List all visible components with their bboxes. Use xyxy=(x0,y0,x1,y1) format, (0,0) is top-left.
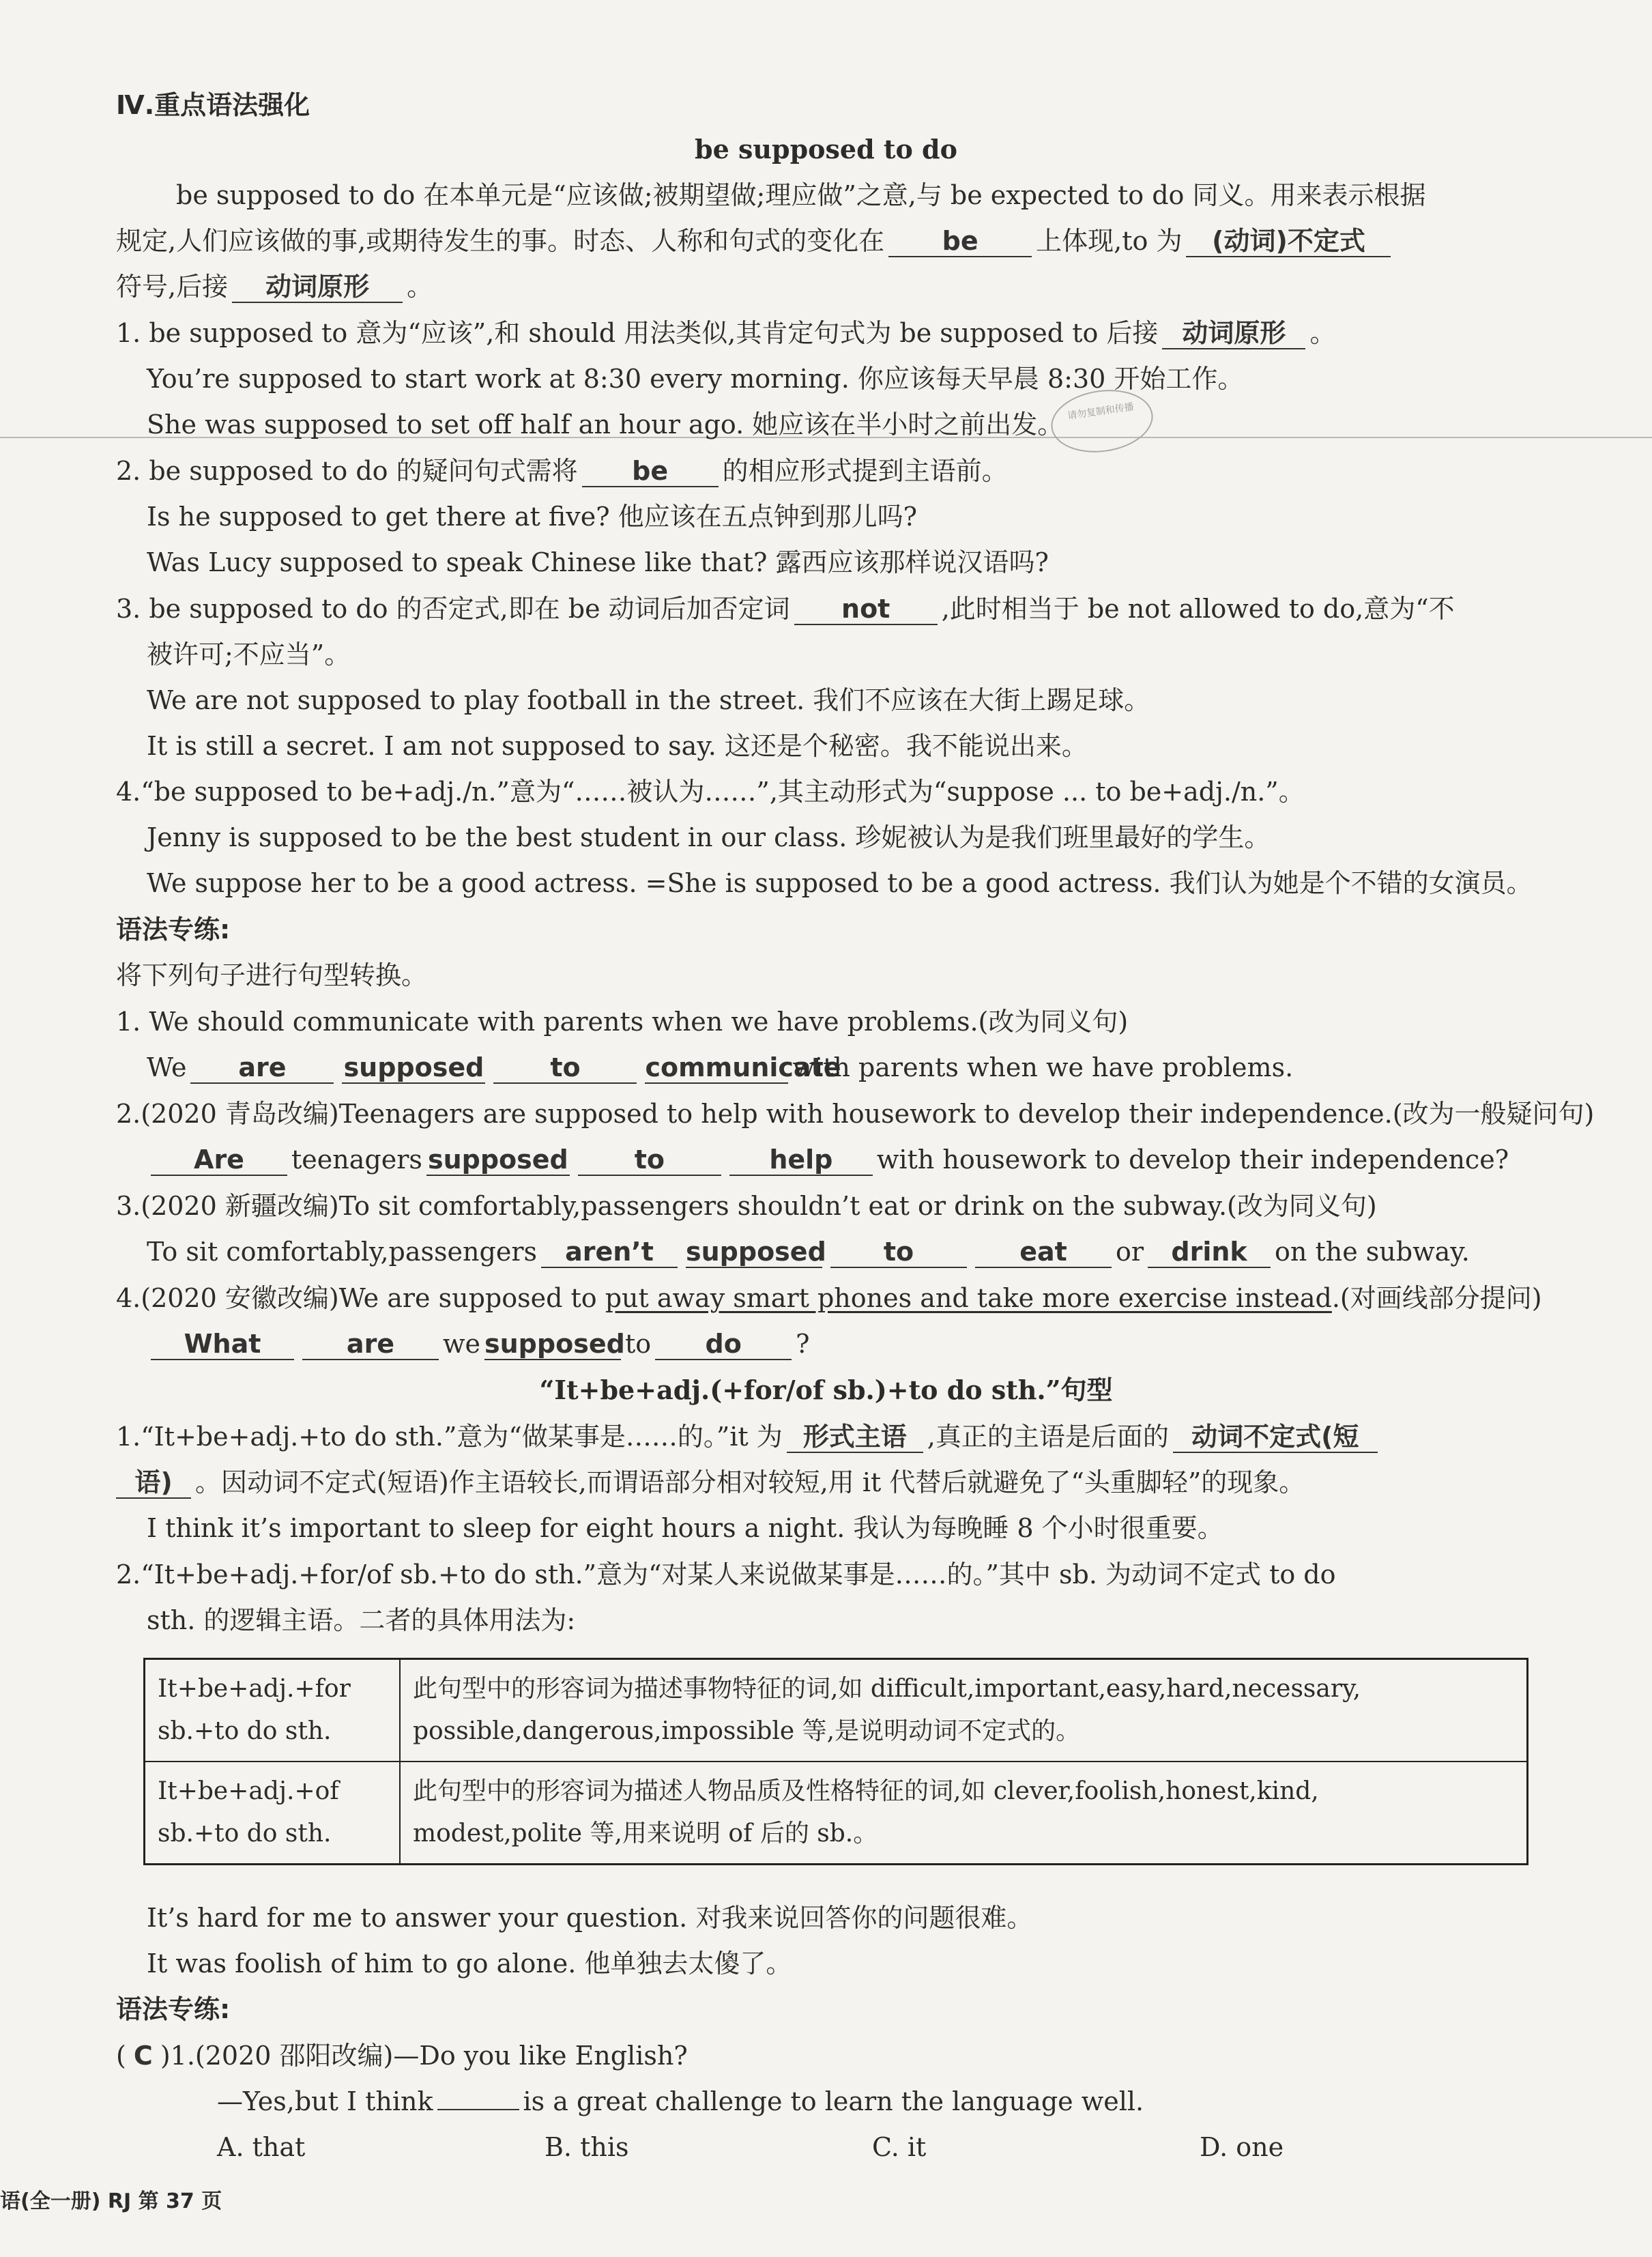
option-b: B. this xyxy=(545,2132,629,2162)
table-cell: 此句型中的形容词为描述人物品质及性格特征的词,如 clever,foolish,honest,kind, modest,polite 等,用来说明 of 后的 sb.。 xyxy=(400,1762,1528,1865)
answer-blank: communicate xyxy=(645,1052,841,1082)
intro-line-2: 规定,人们应该做的事,或期待发生的事。时态、人称和句式的变化在 be 上体现,to 为 (动词)不定式 xyxy=(116,223,1529,259)
mc-question-1-cont: —Yes,but I think is a great challenge to learn the language well. xyxy=(217,2086,1144,2116)
rule-3: 3. be supposed to do 的否定式,即在 be 动词后加否定词 not ,此时相当于 be not allowed to do,意为“不 xyxy=(116,594,1455,624)
answer-blank: to xyxy=(578,1145,721,1176)
answer-blank: supposed xyxy=(484,1329,625,1359)
practice-instruction: 将下列句子进行句型转换。 xyxy=(116,960,428,990)
intro-line-1: be supposed to do 在本单元是“应该做;被期望做;理应做”之意,与 be expected to do 同义。用来表示根据 xyxy=(176,180,1426,210)
mc-options xyxy=(217,2129,1529,2165)
example: I think it’s important to sleep for eight hours a night. 我认为每晚睡 8 个小时很重要。 xyxy=(147,1513,1223,1543)
example: It was foolish of him to go alone. 他单独去太傻了。 xyxy=(147,1949,792,1979)
table-row xyxy=(145,1762,1528,1865)
answer-line-2: Are teenagers supposed to help with housework to develop their independence? xyxy=(147,1142,1529,1177)
intro-line-3: 符号,后接 动词原形 。 xyxy=(116,272,433,302)
rule-it-1-cont: 语) 。因动词不定式(短语)作主语较长,而谓语部分相对较短,用 it 代替后就避免了“头重脚轻”的现象。 xyxy=(116,1465,1529,1500)
answer-blank: supposed xyxy=(686,1237,826,1267)
practice-title: 语法专练: xyxy=(116,1994,231,2024)
example: It’s hard for me to answer your question. 对我来说回答你的问题很难。 xyxy=(147,1903,1033,1933)
answer-blank: do xyxy=(655,1329,792,1360)
page-footer: 语(全一册) RJ 第 37 页 xyxy=(0,2189,222,2213)
answer-blank: supposed xyxy=(342,1052,485,1084)
underlined-phrase: put away smart phones and take more exercise instead xyxy=(605,1283,1332,1313)
rule-it-2-cont: sth. 的逻辑主语。二者的具体用法为: xyxy=(147,1605,576,1635)
answer-blank: to xyxy=(830,1237,967,1268)
answer-blank: eat xyxy=(975,1237,1112,1268)
answer-blank: be xyxy=(582,456,719,487)
table-cell: It+be+adj.+of sb.+to do sth. xyxy=(145,1762,401,1865)
answer-blank: aren’t xyxy=(541,1237,678,1268)
rule-it-2: 2.“It+be+adj.+for/of sb.+to do sth.”意为“对某人来说做某事是……的。”其中 sb. 为动词不定式 to do xyxy=(116,1559,1336,1590)
answer-blank: supposed xyxy=(426,1145,570,1176)
example: She was supposed to set off half an hour ago. 她应该在半小时之前出发。 xyxy=(147,409,1064,440)
example: We suppose her to be a good actress. =She is supposed to be a good actress. 我们认为她是个不错的女演员。 xyxy=(147,868,1533,898)
question-1: 1. We should communicate with parents when we have problems.(改为同义句) xyxy=(116,1007,1129,1037)
answer-line-4: What are we supposedto do ? xyxy=(147,1326,1529,1362)
option-c: C. it xyxy=(872,2132,927,2162)
answer-blank: drink xyxy=(1148,1237,1271,1268)
example: We are not supposed to play football in the street. 我们不应该在大街上踢足球。 xyxy=(147,685,1150,715)
answer-blank: to xyxy=(493,1052,637,1084)
example: Jenny is supposed to be the best student in our class. 珍妮被认为是我们班里最好的学生。 xyxy=(147,822,1271,852)
table-row xyxy=(145,1659,1528,1762)
answer-blank: not xyxy=(794,594,938,625)
answer-blank: (动词)不定式 xyxy=(1186,226,1391,257)
answer-blank: 动词原形 xyxy=(232,272,403,303)
heading-it-be-adj: “It+be+adj.(+for/of sb.)+to do sth.”句型 xyxy=(539,1375,1113,1405)
example: Is he supposed to get there at five? 他应该在五点钟到那儿吗? xyxy=(147,502,918,532)
practice-title: 语法专练: xyxy=(116,915,231,945)
answer-blank: 动词原形 xyxy=(1162,318,1305,349)
rule-it-1: 1.“It+be+adj.+to do sth.”意为“做某事是……的。”it 为 形式主语 ,真正的主语是后面的 动词不定式(短 xyxy=(116,1419,1529,1454)
rule-1: 1. be supposed to 意为“应该”,和 should 用法类似,其肯定句式为 be supposed to 后接 动词原形 。 xyxy=(116,318,1336,348)
example: It is still a secret. I am not supposed to say. 这还是个秘密。我不能说出来。 xyxy=(147,731,1088,761)
answer-blank: What xyxy=(151,1329,294,1360)
answer-line-1: We are supposed to communicatewith parents when we have problems. xyxy=(147,1052,1294,1082)
answer-blank: be xyxy=(888,226,1032,257)
rule-4: 4.“be supposed to be+adj./n.”意为“……被认为……”,其主动形式为“suppose ... to be+adj./n.”。 xyxy=(116,777,1305,807)
example: You’re supposed to start work at 8:30 every morning. 你应该每天早晨 8:30 开始工作。 xyxy=(147,364,1244,394)
question-3: 3.(2020 新疆改编)To sit comfortably,passengers shouldn’t eat or drink on the subway.(改为同义句) xyxy=(116,1191,1377,1221)
answer-blank: 形式主语 xyxy=(787,1422,923,1453)
answer-blank: 动词不定式(短 xyxy=(1173,1422,1378,1453)
mc-question-1: ( C )1.(2020 邵阳改编)—Do you like English? xyxy=(116,2041,688,2071)
rule-2: 2. be supposed to do 的疑问句式需将 be 的相应形式提到主语前。 xyxy=(116,456,1008,486)
question-2: 2.(2020 青岛改编)Teenagers are supposed to help with housework to develop their independence.(改为一般疑问句) xyxy=(116,1099,1595,1129)
section-title: Ⅳ.重点语法强化 xyxy=(116,90,310,120)
answer-blank: Are xyxy=(151,1145,287,1176)
usage-table xyxy=(143,1658,1528,1865)
question-4: 4.(2020 安徽改编)We are supposed to put away smart phones and take more exercise instead.(对画线部分提问) xyxy=(116,1283,1542,1313)
table-cell: 此句型中的形容词为描述事物特征的词,如 difficult,important,easy,hard,necessary, possible,dangerous,impossible 等,是说明动词不定式的。 xyxy=(400,1659,1528,1762)
rule-3-cont: 被许可;不应当”。 xyxy=(147,639,351,670)
answer-line-3: To sit comfortably,passengers aren’t supposed to eat or drink on the subway. xyxy=(147,1237,1470,1267)
watermark-stamp: 请勿复制和传播 xyxy=(1047,384,1157,459)
heading-be-supposed: be supposed to do xyxy=(695,134,957,164)
answer-blank: are xyxy=(190,1052,334,1084)
mc-answer: C xyxy=(133,2041,153,2071)
example: Was Lucy supposed to speak Chinese like that? 露西应该那样说汉语吗? xyxy=(147,547,1049,577)
answer-blank: are xyxy=(302,1329,439,1360)
answer-blank: 语) xyxy=(116,1467,191,1499)
table-cell: It+be+adj.+for sb.+to do sth. xyxy=(145,1659,401,1762)
answer-blank: help xyxy=(729,1145,873,1176)
answer-blank xyxy=(437,2109,519,2110)
option-a: A. that xyxy=(217,2132,306,2162)
option-d: D. one xyxy=(1200,2132,1284,2162)
